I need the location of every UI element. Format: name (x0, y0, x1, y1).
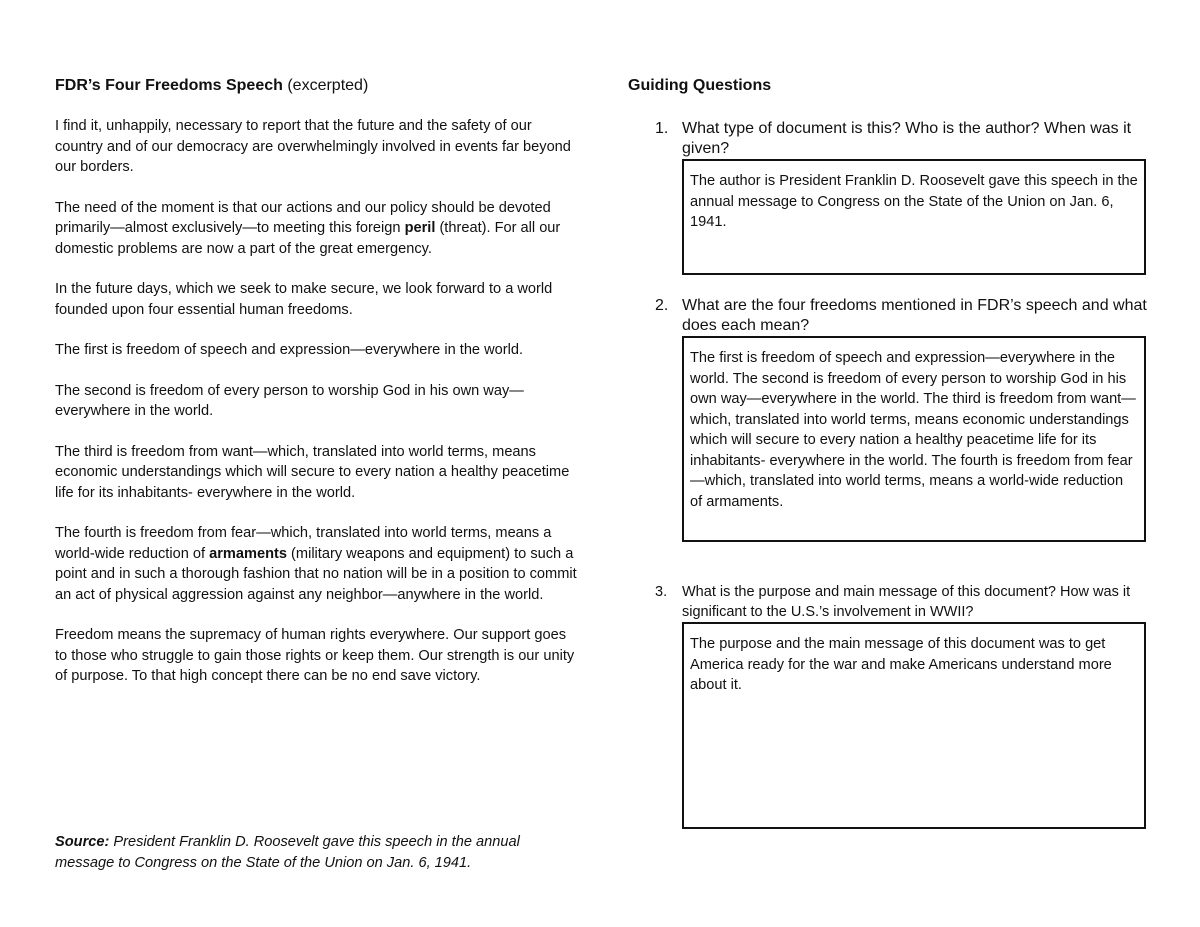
source-citation (55, 832, 580, 873)
speech-paragraph-4: The first is freedom of speech and expression—everywhere in the world. (55, 342, 524, 358)
vocab-term-peril: peril (404, 220, 436, 236)
document-title-main: FDR’s Four Freedoms Speech (55, 77, 283, 94)
speech-paragraph-7-text-a: The fourth is freedom from fear—which, translated into world terms, means a world-wide reduction of (55, 525, 552, 562)
speech-paragraph-2-text-b: (threat). For all our domestic problems are now a part of the great emergency. (55, 220, 561, 257)
speech-paragraph-8: Freedom means the supremacy of human rights everywhere. Our support goes to those who struggle to gain those rights or keep them. Our strength is our unity of purpose. To that high concept there can be no end save victory. (55, 627, 575, 684)
document-title-suffix: (excerpted) (282, 77, 369, 94)
speech-paragraph-1: I find it, unhappily, necessary to report that the future and the safety of our country and of our democracy are overwhelmingly involved in events far beyond our borders. (55, 118, 571, 175)
speech-paragraph-3: In the future days, which we seek to make secure, we look forward to a world founded upon four essential human freedoms. (55, 281, 553, 318)
speech-paragraph-2-text-a: The need of the moment is that our actions and our policy should be devoted primarily—almost exclusively—to meeting this foreign (55, 199, 551, 236)
speech-paragraph-7 (55, 523, 580, 605)
guiding-questions-heading: Guiding Questions (628, 77, 772, 94)
question-3-text: What is the purpose and main message of this document? How was it significant to the U.S.’s involvement in WWII? (682, 584, 1131, 620)
question-2-number: 2. (655, 297, 669, 314)
speech-paragraph-7-text-b: (military weapons and equipment) to such a point and in such a thorough fashion that no nation will be in a position to commit an act of physical aggression against any neighbor—anywhere in the world. (55, 545, 577, 603)
question-1-number: 1. (655, 120, 669, 137)
answer-box-3[interactable]: The purpose and the main message of this document was to get America ready for the war and make Americans understand more about it. (682, 622, 1146, 829)
speech-paragraph-5: The second is freedom of every person to worship God in his own way—everywhere in the world. (55, 382, 524, 419)
question-1 (655, 119, 1150, 159)
answer-box-2[interactable]: The first is freedom of speech and expression—everywhere in the world. The second is freedom of every person to worship God in his own way—everywhere in the world. The third is freedom from want—which, translated into world terms, means economic understandings which will secure to every nation a healthy peacetime life for its inhabitants- everywhere in the world. The fourth is freedom from fear—which, translated into world terms, means a world-wide reduction of armaments. (682, 336, 1146, 542)
speech-paragraph-2 (55, 198, 580, 260)
speech-paragraph-6: The third is freedom from want—which, translated into world terms, means economic understandings which will secure to every nation a healthy peacetime life for its inhabitants- everywhere in the world. (55, 443, 570, 501)
document-title (55, 74, 580, 98)
vocab-term-armaments: armaments (209, 545, 287, 562)
source-label: Source: (55, 834, 110, 850)
answer-box-1[interactable]: The author is President Franklin D. Roosevelt gave this speech in the annual message to Congress on the State of the Union on Jan. 6, 1941. (682, 159, 1146, 275)
speech-excerpt (55, 74, 580, 707)
question-2 (655, 296, 1150, 336)
question-3-number: 3. (655, 584, 668, 600)
guiding-questions (628, 74, 1158, 98)
question-3 (655, 582, 1150, 622)
question-2-text: What are the four freedoms mentioned in FDR’s speech and what does each mean? (682, 297, 1147, 334)
question-1-text: What type of document is this? Who is the author? When was it given? (682, 120, 1132, 157)
source-text: President Franklin D. Roosevelt gave this speech in the annual message to Congress on the State of the Union on Jan. 6, 1941. (55, 834, 520, 871)
